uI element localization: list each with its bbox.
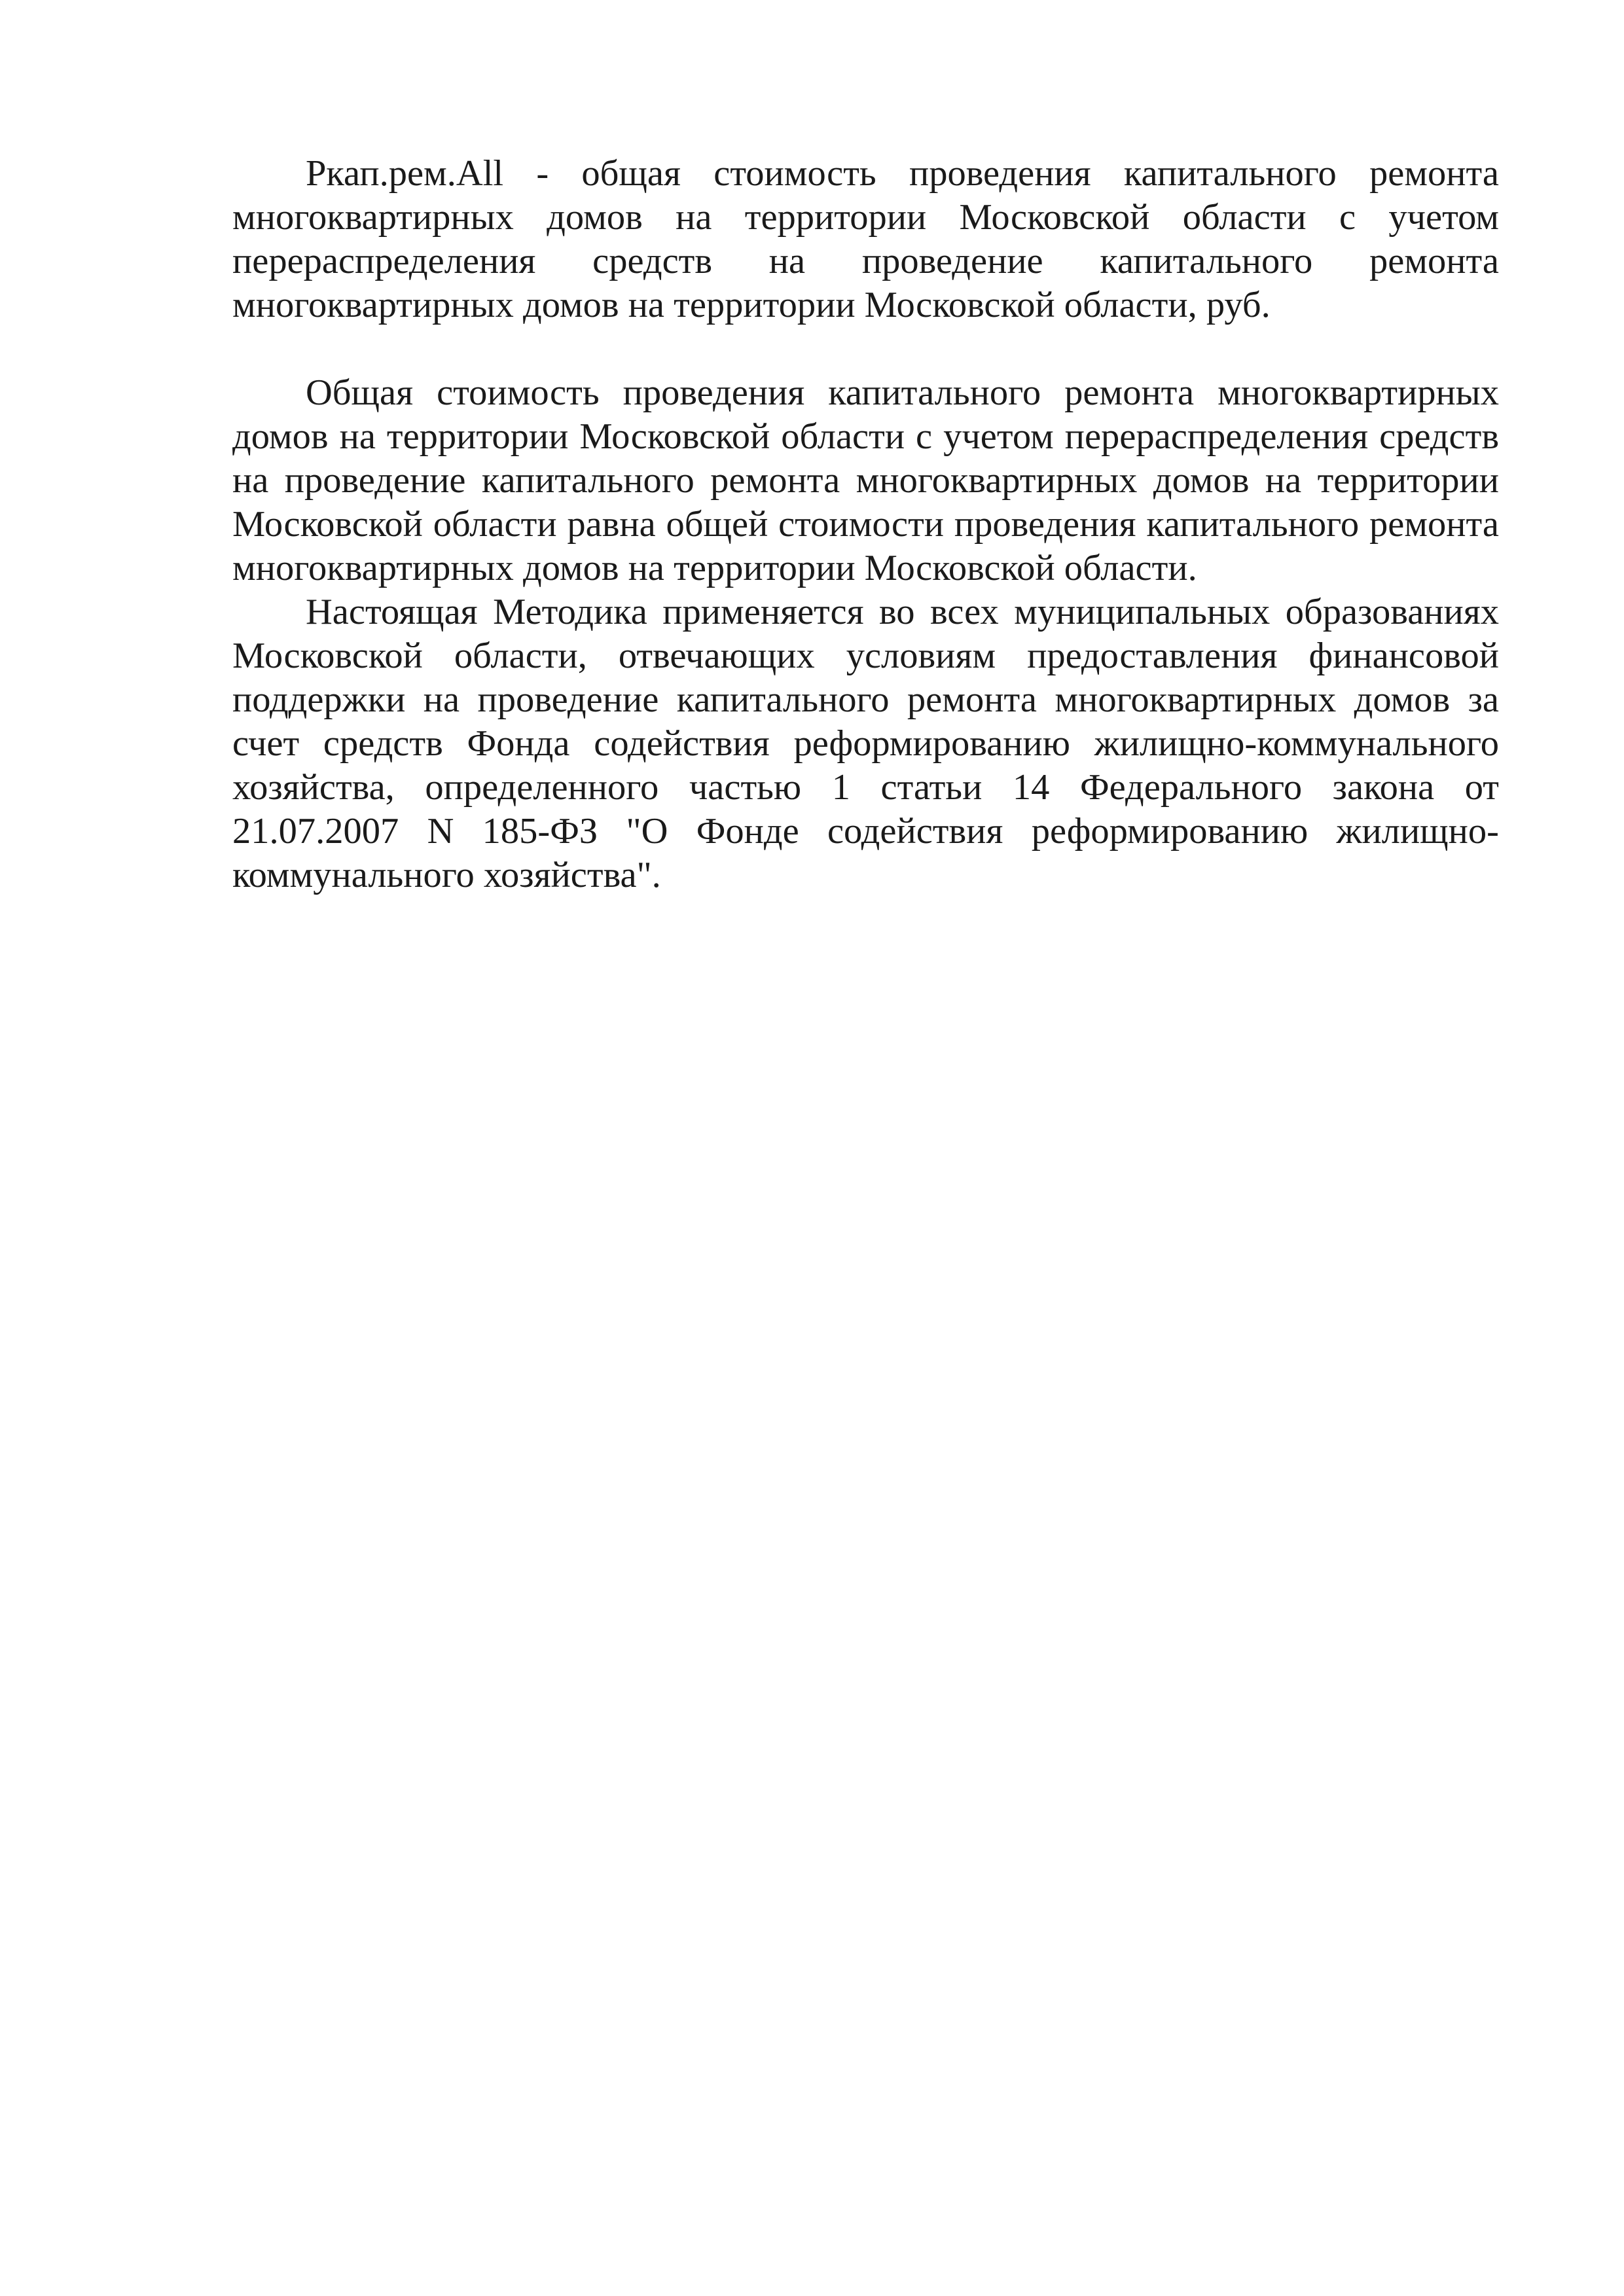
paragraph-definition: Ркап.рем.All - общая стоимость проведения капитального ремонта многоквартирных домов на территории Московской области с учетом перераспределения средств на проведение капитального ремонта многоквартирных домов на территории Московской области, руб. [232,153,1499,325]
paragraph-spacer [232,327,1499,371]
document-body [232,152,1499,897]
paragraph-total-cost: Общая стоимость проведения капитального ремонта многоквартирных домов на территории Московской области с учетом перераспределения средств на проведение капитального ремонта многоквартирных домов на территории Московской области равна общей стоимости проведения капитального ремонта многоквартирных домов на территории Московской области. [232,372,1499,588]
paragraph-methodology-scope: Настоящая Методика применяется во всех муниципальных образованиях Московской области, отвечающих условиям предоставления финансовой поддержки на проведение капитального ремонта многоквартирных домов за счет средств Фонда содействия реформированию жилищно-коммунального хозяйства, определенного частью 1 статьи 14 Федерального закона от 21.07.2007 N 185-ФЗ "О Фонде содействия реформированию жилищно-коммунального хозяйства". [232,592,1499,895]
